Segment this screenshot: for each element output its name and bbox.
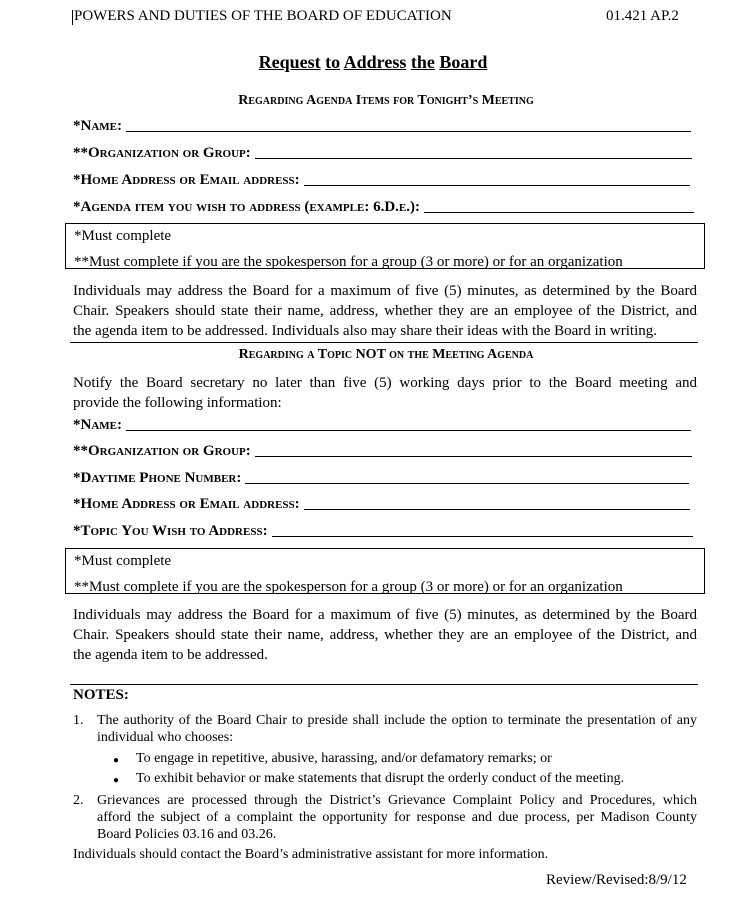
- policy-code: 01.421 AP.2: [606, 8, 679, 24]
- topic-name-field[interactable]: *Name:: [73, 417, 691, 434]
- form-title: Request to Address the Board: [258, 52, 488, 72]
- section2-instructions: Individuals may address the Board for a maximum of five (5) minutes, as determined by the Board Chair. Speakers should state their name, address, whether they are an employee of the District, and the agenda item to be addressed.: [73, 607, 697, 663]
- text-cursor: [72, 10, 73, 25]
- section2-heading: Regarding a Topic NOT on the Meeting Agenda: [238, 347, 534, 362]
- revision-date: Review/Revised:8/9/12: [546, 872, 687, 888]
- contact-note: Individuals should contact the Board’s administrative assistant for more information.: [73, 847, 549, 862]
- daytime-phone-field[interactable]: *Daytime Phone Number:: [73, 470, 689, 487]
- bullet-icon: ●: [113, 775, 120, 786]
- header-title: POWERS AND DUTIES OF THE BOARD OF EDUCATION: [74, 8, 452, 24]
- section1-heading: Regarding Agenda Items for Tonight’s Meeting: [238, 93, 534, 108]
- section1-instructions: Individuals may address the Board for a maximum of five (5) minutes, as determined by the Board Chair. Speakers should state their name, address, whether they are an employee of the District, and the agenda item to be addressed. Individuals also may share their ideas with the Board in writing.: [73, 283, 697, 339]
- topic-field[interactable]: *Topic You Wish to Address:: [73, 523, 693, 540]
- section-divider: [70, 342, 698, 343]
- organization-field[interactable]: **Organization or Group:: [73, 145, 692, 162]
- topic-requirements-box: [65, 548, 705, 594]
- notes-divider: [70, 684, 698, 685]
- requirements-box: [65, 223, 705, 269]
- section2-intro: Notify the Board secretary no later than five (5) working days prior to the Board meeting and provide the following information:: [73, 375, 697, 411]
- topic-spokesperson-note: **Must complete if you are the spokesperson for a group (3 or more) or for an organization: [74, 579, 623, 595]
- bullet-icon: ●: [113, 755, 120, 766]
- topic-must-complete-note: *Must complete: [74, 553, 172, 569]
- spokesperson-note: **Must complete if you are the spokesperson for a group (3 or more) or for an organization: [74, 254, 623, 270]
- notes-heading: NOTES:: [73, 687, 129, 703]
- home-address-field[interactable]: *Home Address or Email address:: [73, 172, 690, 189]
- must-complete-note: *Must complete: [74, 228, 172, 244]
- topic-home-address-field[interactable]: *Home Address or Email address:: [73, 496, 690, 513]
- name-field[interactable]: *Name:: [73, 118, 691, 135]
- topic-organization-field[interactable]: **Organization or Group:: [73, 443, 692, 460]
- agenda-item-field[interactable]: *Agenda item you wish to address (example: 6.D.e.):: [73, 199, 694, 216]
